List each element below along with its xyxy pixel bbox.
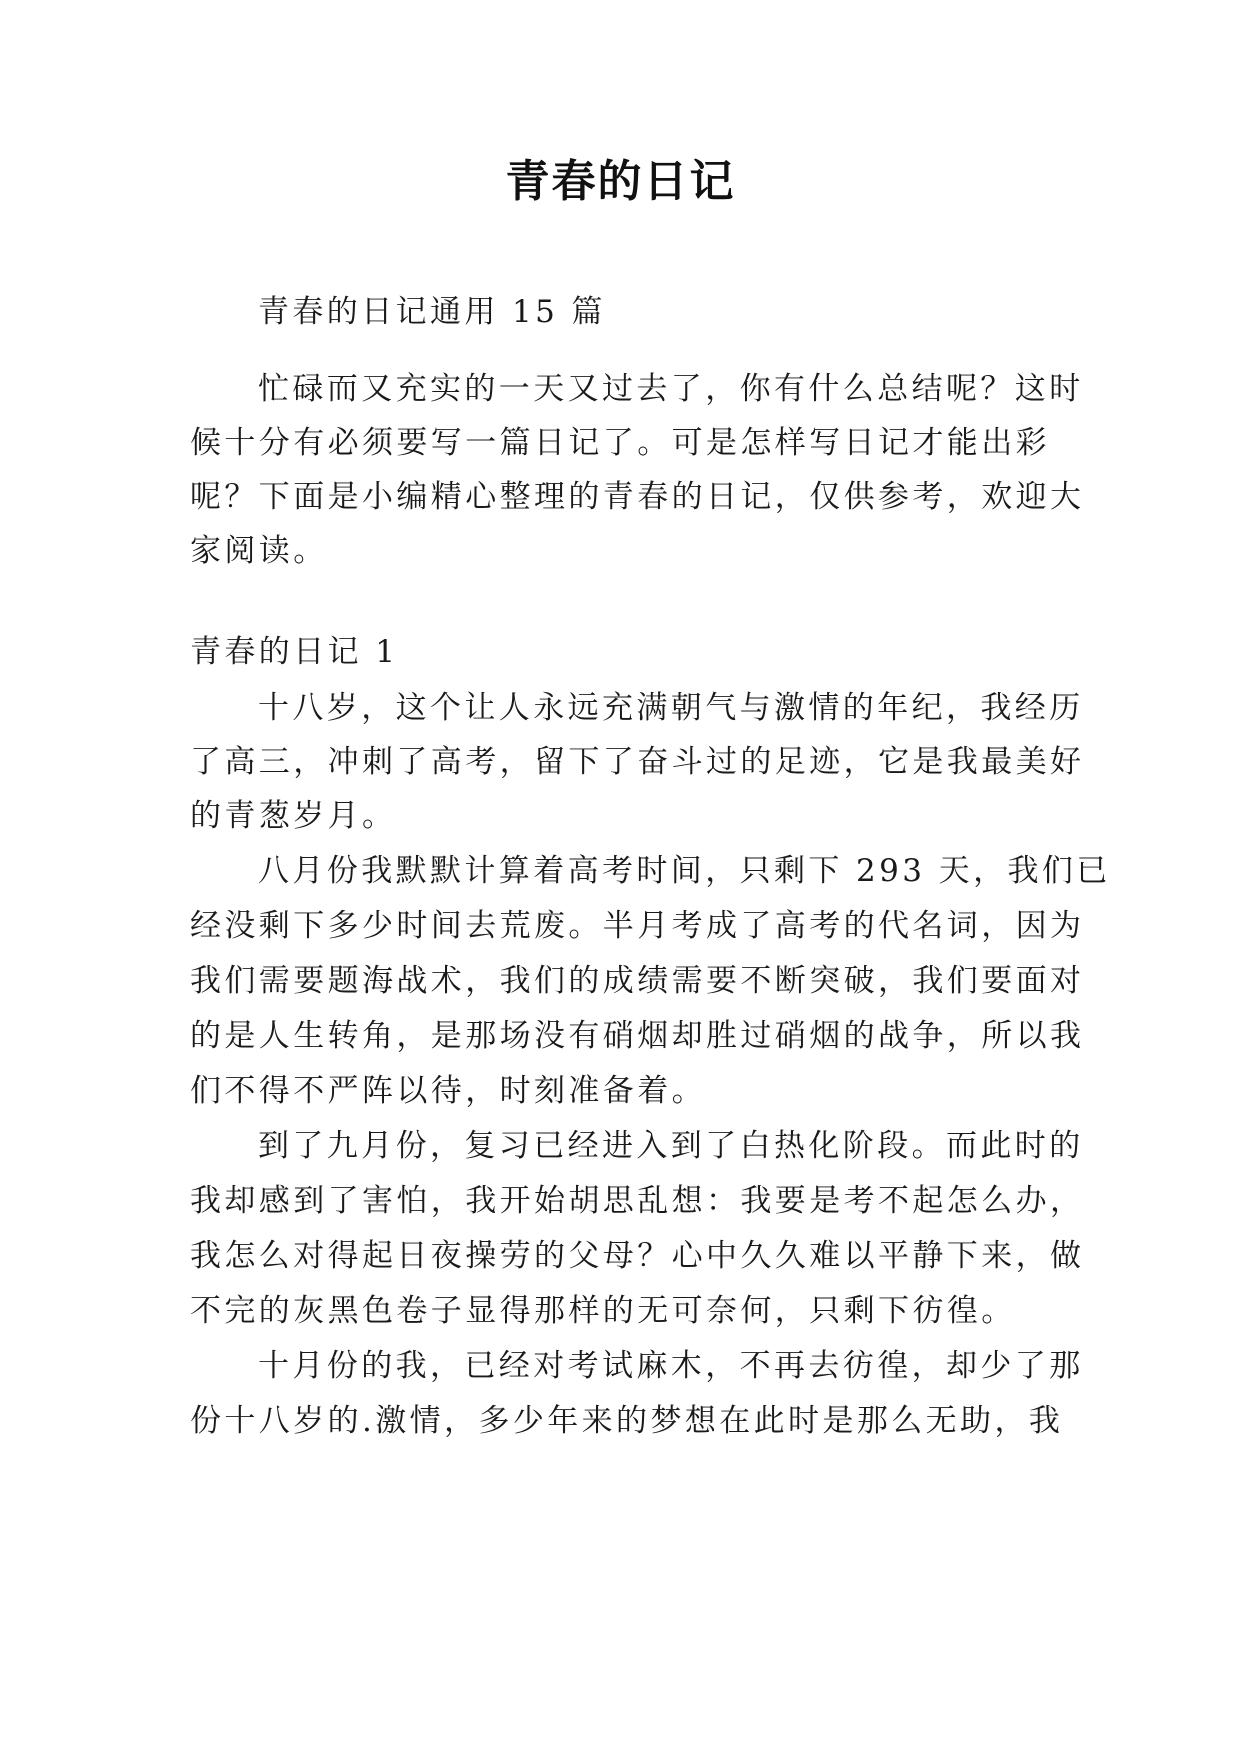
paragraph-line: 的青葱岁月。 xyxy=(190,798,397,834)
paragraph-line: 十月份的我，已经对考试麻木，不再去彷徨，却少了那 xyxy=(258,1348,1084,1384)
paragraph-line: 到了九月份，复习已经进入到了白热化阶段。而此时的 xyxy=(258,1128,1084,1164)
paragraph-line: 份十八岁的.激情，多少年来的梦想在此时是那么无助，我 xyxy=(190,1403,1064,1439)
paragraph-line: 十八岁，这个让人永远充满朝气与激情的年纪，我经历 xyxy=(258,690,1084,726)
paragraph-line: 们不得不严阵以待，时刻准备着。 xyxy=(190,1073,706,1109)
intro-line: 忙碌而又充实的一天又过去了，你有什么总结呢？这时 xyxy=(258,371,1084,407)
paragraph-line: 的是人生转角，是那场没有硝烟却胜过硝烟的战争，所以我 xyxy=(190,1018,1085,1054)
paragraph-line: 不完的灰黑色卷子显得那样的无可奈何，只剩下彷徨。 xyxy=(190,1293,1016,1329)
document-title: 青春的日记 xyxy=(505,156,736,207)
paragraph-line: 我们需要题海战术，我们的成绩需要不断突破，我们要面对 xyxy=(190,963,1085,999)
intro-line: 家阅读。 xyxy=(190,533,328,569)
document-subtitle: 青春的日记通用 15 篇 xyxy=(258,294,606,330)
intro-line: 呢？下面是小编精心整理的青春的日记，仅供参考，欢迎大 xyxy=(190,479,1085,515)
intro-line: 候十分有必须要写一篇日记了。可是怎样写日记才能出彩 xyxy=(190,425,1050,461)
paragraph-line: 经没剩下多少时间去荒废。半月考成了高考的代名词，因为 xyxy=(190,908,1085,944)
paragraph-line: 八月份我默默计算着高考时间，只剩下 293 天，我们已 xyxy=(258,853,1111,889)
paragraph-line: 我却感到了害怕，我开始胡思乱想：我要是考不起怎么办， xyxy=(190,1183,1085,1219)
section-heading: 青春的日记 1 xyxy=(190,634,399,670)
paragraph-line: 我怎么对得起日夜操劳的父母？心中久久难以平静下来，做 xyxy=(190,1238,1085,1274)
paragraph-line: 了高三，冲刺了高考，留下了奋斗过的足迹，它是我最美好 xyxy=(190,744,1085,780)
